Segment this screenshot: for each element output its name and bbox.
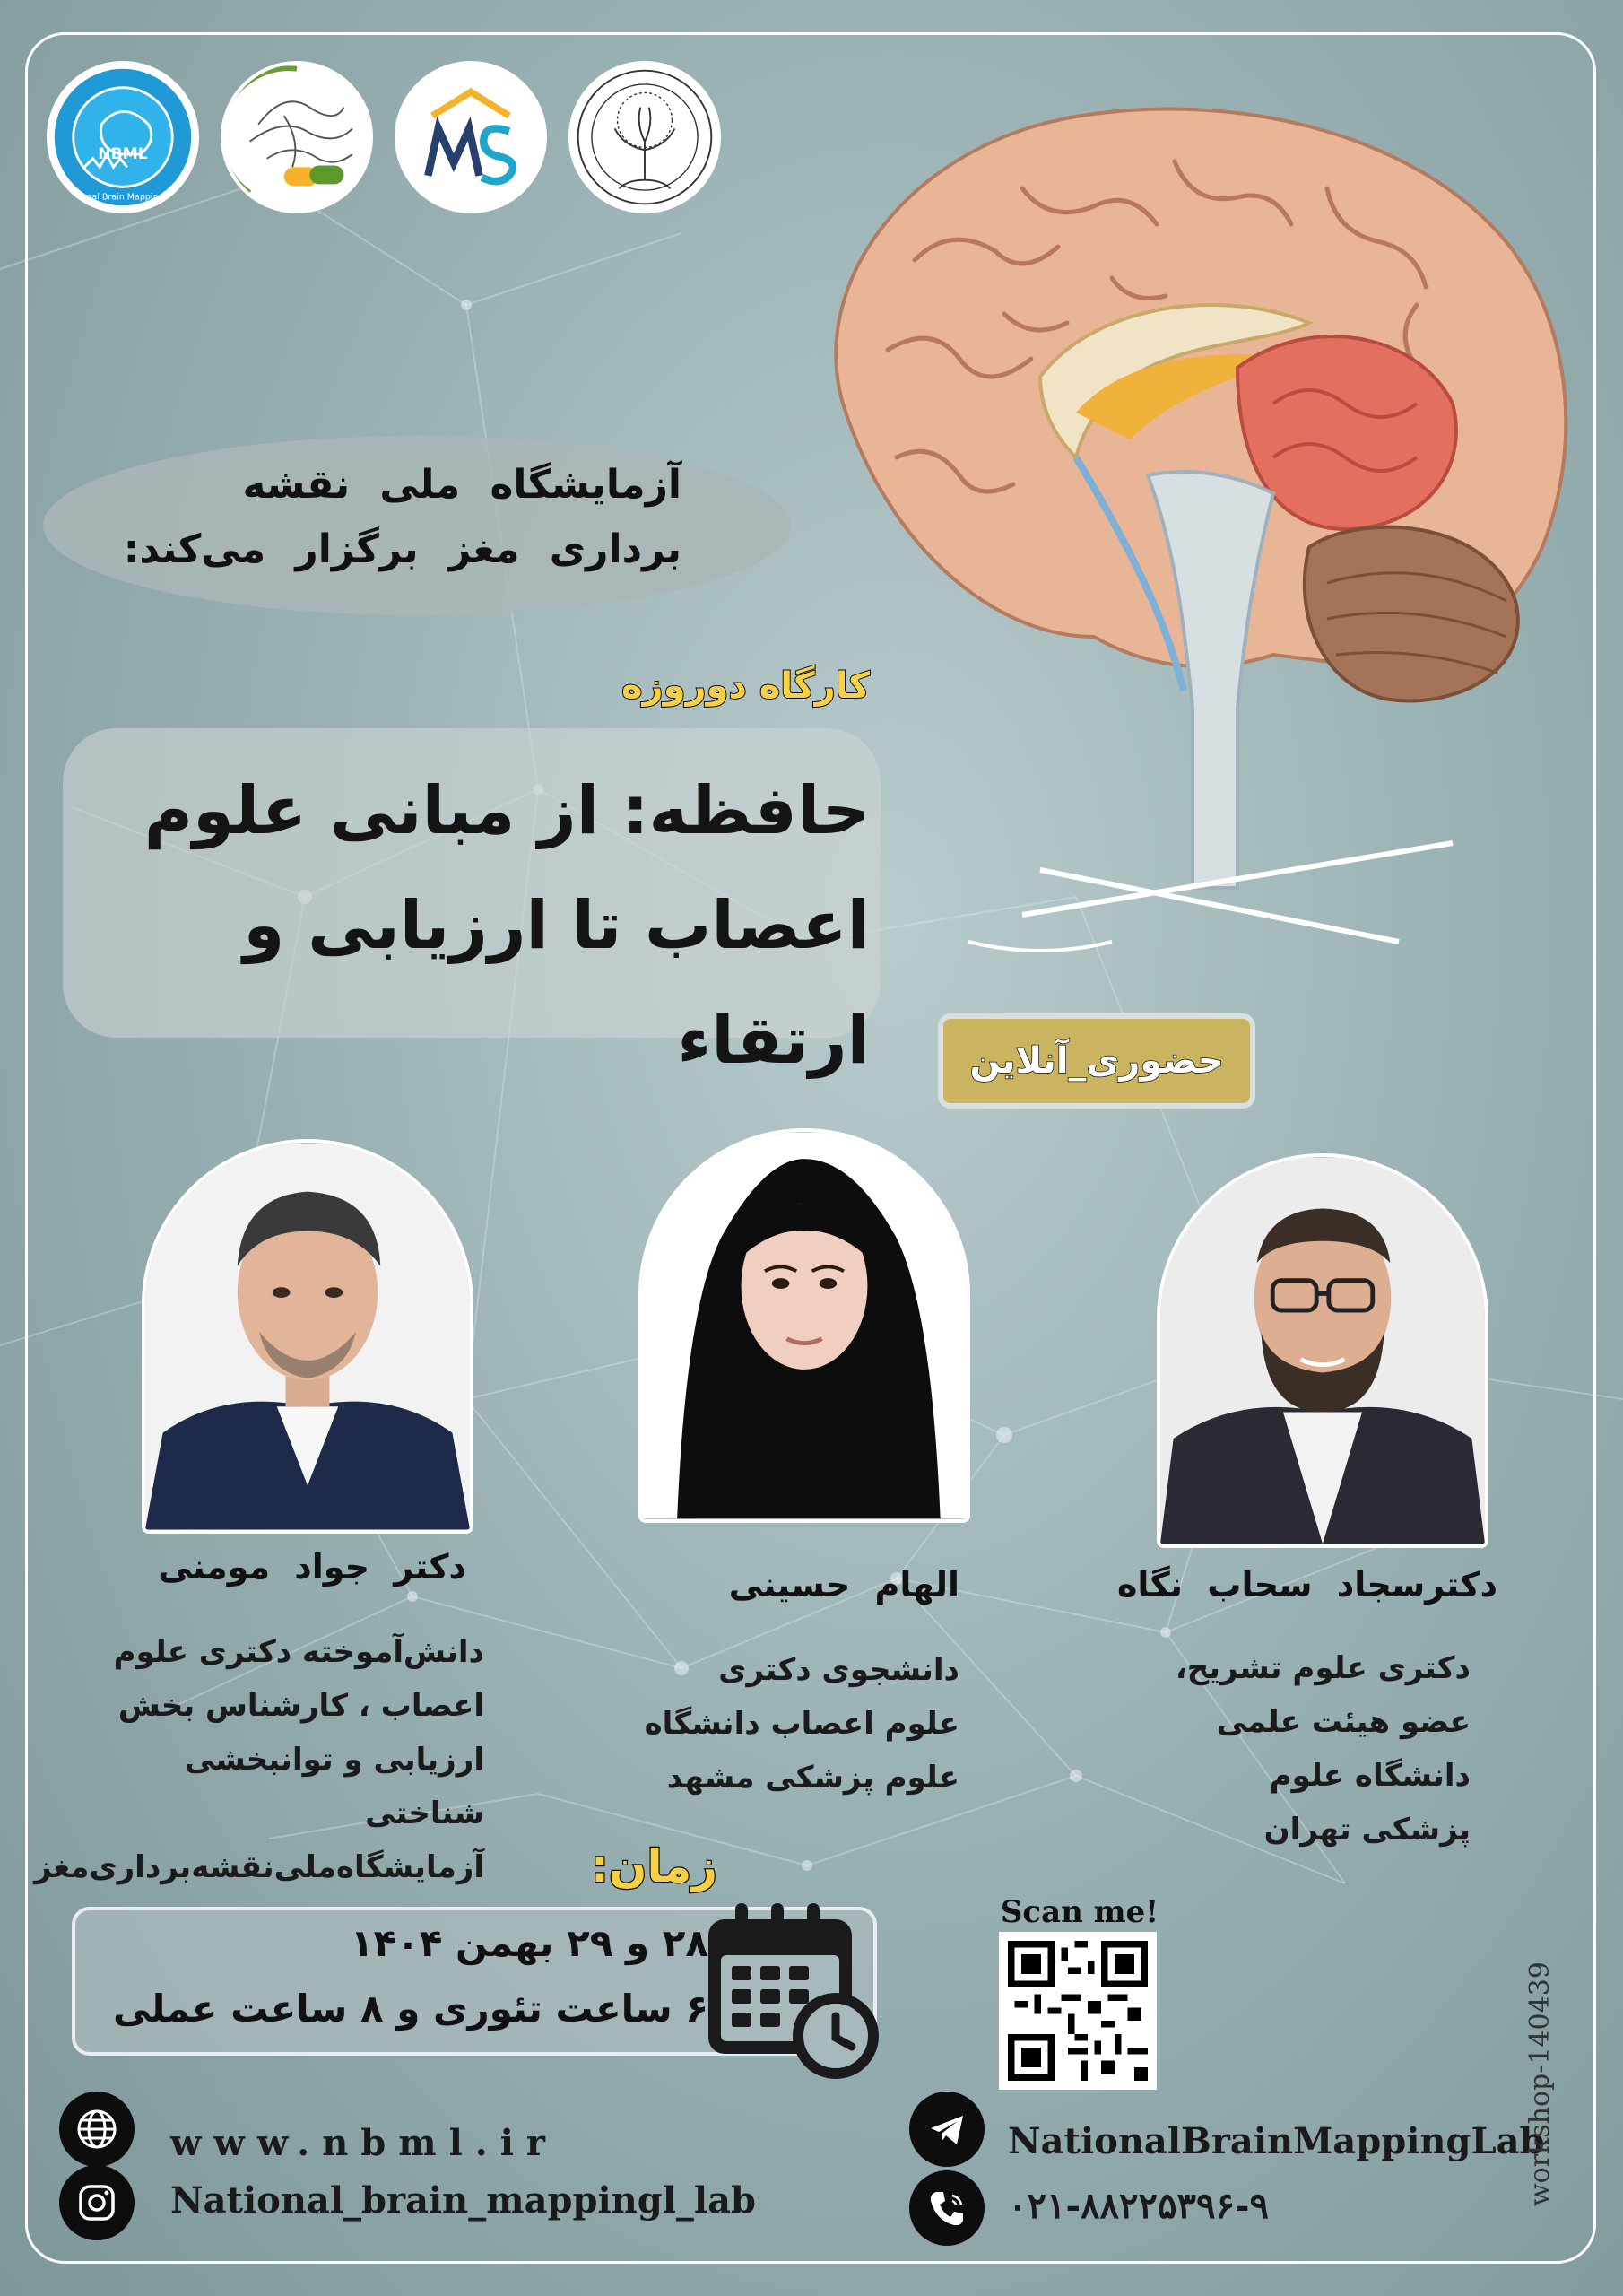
scan-label: Scan me! xyxy=(1000,1894,1159,1930)
website-link[interactable]: www.nbml.ir xyxy=(170,2122,558,2164)
time-label: زمان: xyxy=(590,1840,717,1892)
workshop-type-label: کارگاه دوروزه xyxy=(621,665,870,707)
bio-line: عضو هیئت علمی xyxy=(1216,1704,1471,1740)
mode-badge: حضوری_آنلاین xyxy=(938,1013,1255,1109)
calendar-clock-icon xyxy=(699,1892,879,2081)
title-line-1: حافظه: از مبانی علوم xyxy=(143,772,870,849)
nbml-logo xyxy=(47,61,199,213)
bio-line: دکتری علوم تشریح، xyxy=(1175,1650,1471,1686)
phone-number[interactable]: ۰۲۱-۸۸۲۲۵۳۹۶-۹ xyxy=(1008,2185,1270,2227)
speaker-name-3: دکترسجاد سحاب نگاه xyxy=(1116,1565,1497,1605)
speaker-bio-3 xyxy=(1157,1641,1471,1857)
ms-logo xyxy=(395,61,547,213)
globe-icon[interactable] xyxy=(59,2092,135,2167)
bio-line: دانشجوی دکتری xyxy=(718,1652,959,1688)
time-dates: ۲۸ و ۲۹ بهمن ۱۴۰۴ xyxy=(350,1921,708,1965)
telegram-handle[interactable]: NationalBrainMappingLab xyxy=(1008,2120,1545,2162)
telegram-icon[interactable] xyxy=(909,2092,985,2167)
organizer-line: آزمایشگاه ملی نقشه برداری مغز برگزار می‌کند: xyxy=(123,462,681,572)
title-line-2: اعصاب تا ارزیابی و ارتقاء xyxy=(243,887,870,1079)
bio-line: ارزیابی و توانبخشی شناختی xyxy=(184,1742,484,1831)
nbml-logo-ring-text: National Brain Mapping Lab xyxy=(64,192,182,203)
bio-line: پزشکی تهران xyxy=(1263,1812,1471,1848)
speaker-photo-2 xyxy=(638,1128,970,1523)
speaker-name-2: الهام حسینی xyxy=(728,1565,959,1605)
speaker-bio-1 xyxy=(34,1625,484,1894)
bio-line: دانشگاه علوم xyxy=(1269,1758,1471,1794)
bio-line: علوم اعصاب دانشگاه xyxy=(644,1706,959,1742)
instagram-handle[interactable]: National_brain_mappingl_lab xyxy=(170,2179,756,2222)
workshop-code xyxy=(1524,1946,1578,2215)
phone-icon[interactable] xyxy=(909,2170,985,2246)
speaker-bio-2 xyxy=(628,1643,959,1805)
speaker-name-1: دکتر جواد مومنی xyxy=(158,1547,466,1587)
tree-seal-logo xyxy=(568,61,721,213)
instagram-icon[interactable] xyxy=(59,2165,135,2240)
qr-code[interactable] xyxy=(999,1932,1157,2090)
nbml-logo-label: NBML xyxy=(98,144,148,163)
pharma-logo xyxy=(221,61,373,213)
brain-illustration xyxy=(771,81,1605,978)
bio-line: دانش‌آموخته دکتری علوم xyxy=(113,1634,484,1670)
workshop-title xyxy=(63,753,870,1098)
speaker-photo-1 xyxy=(142,1139,473,1534)
bio-line: اعصاب ، کارشناس بخش xyxy=(117,1688,484,1724)
bio-line: آزمایشگاه‌ملی‌نقشه‌برداری‌مغز xyxy=(34,1849,484,1885)
workshop-code-text: workshop-140439 xyxy=(1524,1961,1556,2206)
speaker-photo-3 xyxy=(1157,1153,1488,1548)
time-hours: ۶ ساعت تئوری و ۸ ساعت عملی xyxy=(113,1987,708,2031)
bio-line: علوم پزشکی مشهد xyxy=(666,1760,959,1796)
